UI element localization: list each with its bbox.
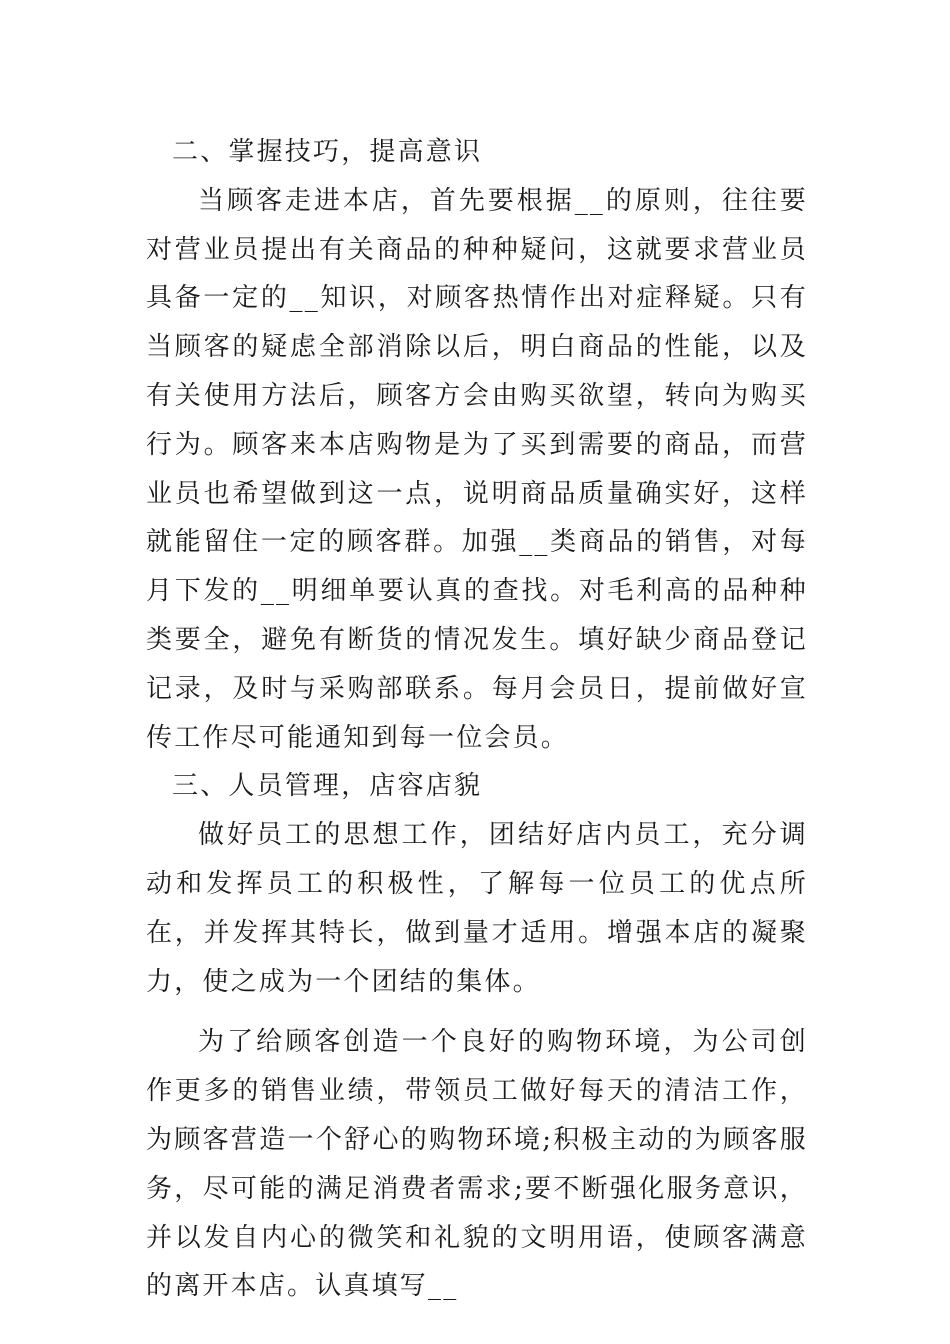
section-heading-staff: 三、人员管理，店容店貌 <box>172 771 483 802</box>
paragraph-customer-service: 当顾客走进本店，首先要根据__的原则，往往要对营业员提出有关商品的种种疑问，这就要求营业员具备一定的__知识，对顾客热情作出对症释疑。只有当顾客的疑虑全部消除以后，明白商品的性能，以及有关使用方法后，顾客方会由购买欲望，转向为购买行为。顾客来本店购物是为了买到需要的商品，而营业员也希望做到这一点，说明商品质量确实好，这样就能留住一定的顾客群。加强__类商品的销售，对每月下发的__明细单要认真的查找。对毛利高的品种种类要全，避免有断货的情况发生。填好缺少商品登记记录，及时与采购部联系。每月会员日，提前做好宣传工作尽可能通知到每一位会员。 <box>146 185 808 753</box>
section-heading-skills: 二、掌握技巧，提高意识 <box>172 137 483 167</box>
paragraph-gap <box>146 1006 808 1018</box>
paragraph-staff-work: 做好员工的思想工作，团结好店内员工，充分调动和发挥员工的积极性，了解每一位员工的优点所在，并发挥其特长，做到量才适用。增强本店的凝聚力，使之成为一个团结的集体。 <box>146 820 808 997</box>
document-page <box>146 128 808 1311</box>
paragraph-shopping-environment: 为了给顾客创造一个良好的购物环境，为公司创作更多的销售业绩，带领员工做好每天的清洁工作，为顾客营造一个舒心的购物环境;积极主动的为顾客服务，尽可能的满足消费者需求;要不断强化服务意识，并以发自内心的微笑和礼貌的文明用语，使顾客满意的离开本店。认真填写__ <box>146 1027 808 1302</box>
